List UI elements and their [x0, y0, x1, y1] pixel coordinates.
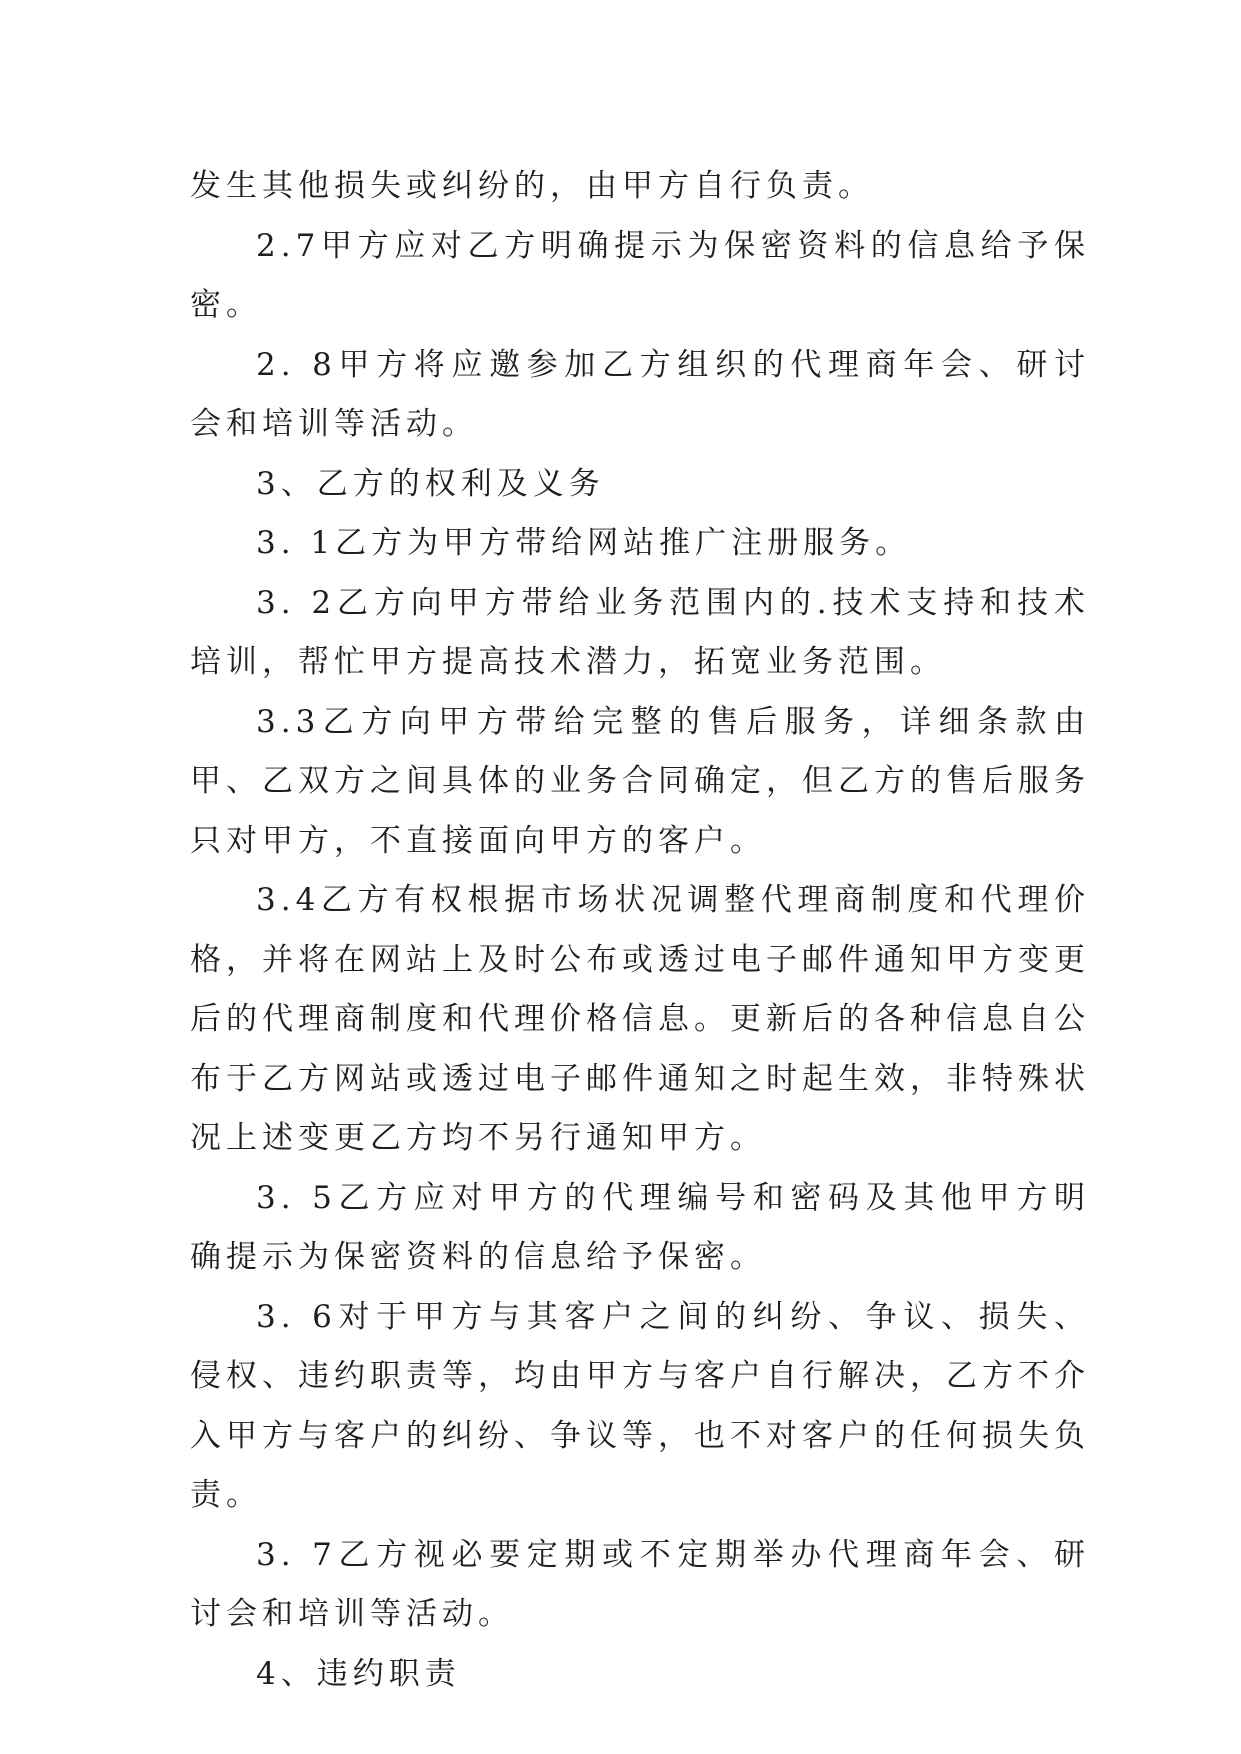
document-body: [190, 157, 1090, 1704]
paragraph-clause-3-4: 3.4乙方有权根据市场状况调整代理商制度和代理价格，并将在网站上及时公布或透过电子邮件通知甲方变更后的代理商制度和代理价格信息。更新后的各种信息自公布于乙方网站或透过电子邮件通知之时起生效，非特殊状况上述变更乙方均不另行通知甲方。: [190, 882, 1090, 1156]
section-heading-4: 4、违约职责: [256, 1655, 461, 1692]
paragraph-clause-3-5: 3. 5乙方应对甲方的代理编号和密码及其他甲方明确提示为保密资料的信息给予保密。: [190, 1179, 1090, 1275]
paragraph-clause-3-1: 3. 1乙方为甲方带给网站推广注册服务。: [256, 525, 912, 561]
paragraph-continuation: 发生其他损失或纠纷的，由甲方自行负责。: [190, 168, 874, 204]
paragraph-clause-3-2: 3. 2乙方向甲方带给业务范围内的.技术支持和技术培训，帮忙甲方提高技术潜力，拓宽业务范围。: [190, 584, 1090, 680]
paragraph-clause-3-7: 3. 7乙方视必要定期或不定期举办代理商年会、研讨会和培训等活动。: [190, 1536, 1090, 1632]
paragraph-clause-3-6: 3. 6对于甲方与其客户之间的纠纷、争议、损失、侵权、违约职责等，均由甲方与客户自行解决，乙方不介入甲方与客户的纠纷、争议等，也不对客户的任何损失负责。: [190, 1298, 1090, 1513]
paragraph-clause-2-8: 2. 8甲方将应邀参加乙方组织的代理商年会、研讨会和培训等活动。: [190, 346, 1090, 442]
paragraph-clause-3-3: 3.3乙方向甲方带给完整的售后服务，详细条款由甲、乙双方之间具体的业务合同确定，但乙方的售后服务只对甲方，不直接面向甲方的客户。: [190, 703, 1090, 859]
section-heading-3: 3、乙方的权利及义务: [256, 465, 605, 502]
paragraph-clause-2-7: 2.7甲方应对乙方明确提示为保密资料的信息给予保密。: [190, 227, 1090, 323]
